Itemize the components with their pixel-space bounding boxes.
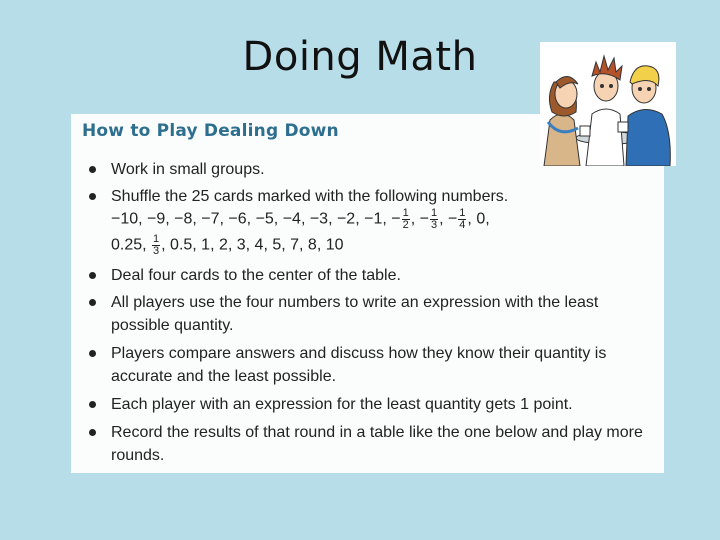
rules-heading: How to Play Dealing Down bbox=[82, 121, 339, 141]
fraction: $\frac{1}{3}$ bbox=[430, 207, 438, 231]
bullet-icon bbox=[89, 272, 96, 279]
number-list-line-1: −10, −9, −8, −7, −6, −5, −4, −3, −2, −1, − $\frac{1}{2}$ , − $\frac{1}{3}$ , − $\frac{1}{4}$ , 0, bbox=[111, 207, 490, 231]
rules-panel bbox=[71, 114, 664, 473]
bullet-icon bbox=[89, 166, 96, 173]
fraction: $\frac{1}{3}$ bbox=[153, 233, 160, 257]
bullet-icon bbox=[89, 193, 96, 200]
rules-list: Work in small groups. Shuffle the 25 cards marked with the following numbers. −10, −9, −8, −7, −6, −5, −4, −3, −2, −1, − $\frac{1}{2}$ , − $\frac{1}{3}$ , − $\frac{1}{4}$ , 0, 0.25, $\frac{1}{3}$ , 0.5, 1, 2, 3, 4, 5, 7, 8, 10 Deal four cards to the center of the table. All players use the four numbers to write an expression with the least possible quantity. Players compare answers and discuss how they know their quantity is accurate and the least possible. Each player with an expression for the least quantity gets 1 point. Record the results of that round in a table like the one below and play more rounds. bbox=[71, 114, 664, 473]
bullet-icon bbox=[89, 299, 96, 306]
number-list-line-2: 0.25, $\frac{1}{3}$ , 0.5, 1, 2, 3, 4, 5, 7, 8, 10 bbox=[111, 233, 344, 257]
slide-title: Doing Math bbox=[242, 34, 478, 80]
students-group-icon bbox=[540, 42, 676, 166]
bullet-icon bbox=[89, 350, 96, 357]
fraction: $\frac{1}{4}$ bbox=[459, 207, 466, 231]
fraction: $\frac{1}{2}$ bbox=[402, 207, 409, 231]
bullet-icon bbox=[89, 429, 96, 436]
bullet-icon bbox=[89, 401, 96, 408]
